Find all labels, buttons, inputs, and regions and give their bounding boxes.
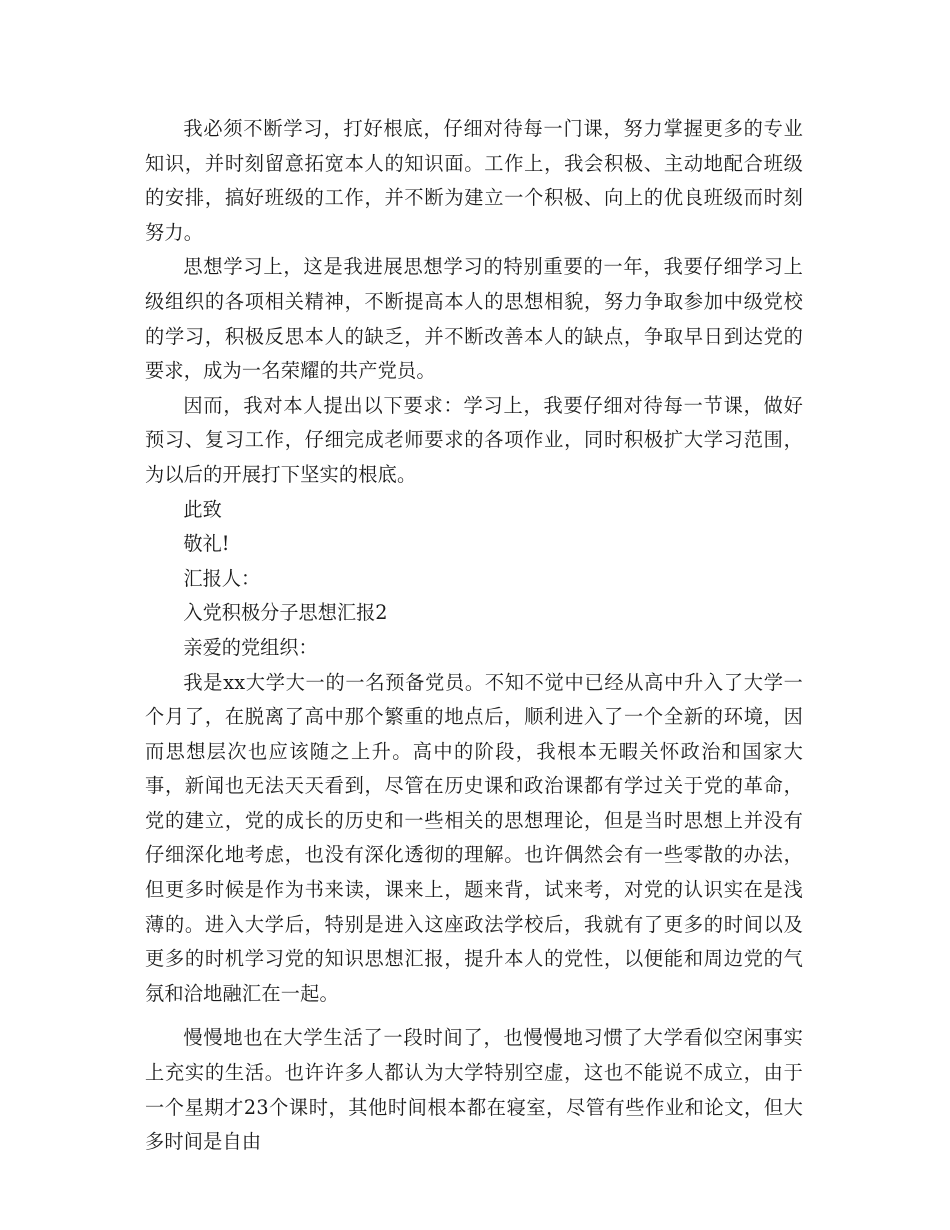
greeting: 亲爱的党组织： (183, 635, 318, 659)
reporter-label: 汇报人： (183, 566, 261, 590)
closing-regards: 敬礼! (183, 532, 230, 556)
document-body (145, 112, 803, 1160)
section-heading: 入党积极分子思想汇报2 (183, 601, 388, 625)
paragraph-introduction: 我是xx大学大一的一名预备党员。不知不觉中已经从高中升入了大学一个月了，在脱离了高中那个繁重的地点后，顺利进入了一个全新的环境，因而思想层次也应该随之上升。高中的阶段，我根本无暇关怀政治和国家大事，新闻也无法天天看到，尽管在历史课和政治课都有学过关于党的革命，党的建立，党的成长的历史和一些相关的思想理论，但是当时思想上并没有仔细深化地考虑，也没有深化透彻的理解。也许偶然会有一些零散的办法，但更多时候是作为书来读，课来上，题来背，试来考，对党的认识实在是浅薄的。进入大学后，特别是进入这座政法学校后，我就有了更多的时间以及更多的时机学习党的知识思想汇报，提升本人的党性，以便能和周边党的气氛和洽地融汇在一起。 (145, 670, 803, 1005)
paragraph-study-work: 我必须不断学习，打好根底，仔细对待每一门课，努力掌握更多的专业知识，并时刻留意拓宽本人的知识面。工作上，我会积极、主动地配合班级的安排，搞好班级的工作，并不断为建立一个积极、向上的优良班级而时刻努力。 (145, 117, 803, 244)
closing-salutation: 此致 (183, 497, 222, 521)
paragraph-university-life: 慢慢地也在大学生活了一段时间了，也慢慢地习惯了大学看似空闲事实上充实的生活。也许许多人都认为大学特别空虚，这也不能说不成立，由于一个星期才23个课时，其他时间根本都在寝室，尽管有些作业和论文，但大多时间是自由 (145, 1026, 803, 1154)
paragraph-requirements: 因而，我对本人提出以下要求：学习上，我要仔细对待每一节课，做好预习、复习工作，仔细完成老师要求的各项作业，同时积极扩大学习范围，为以后的开展打下坚实的根底。 (145, 393, 803, 486)
paragraph-thought-study: 思想学习上，这是我进展思想学习的特别重要的一年，我要仔细学习上级组织的各项相关精神，不断提高本人的思想相貌，努力争取参加中级党校的学习，积极反思本人的缺乏，并不断改善本人的缺点，争取早日到达党的要求，成为一名荣耀的共产党员。 (145, 255, 803, 383)
